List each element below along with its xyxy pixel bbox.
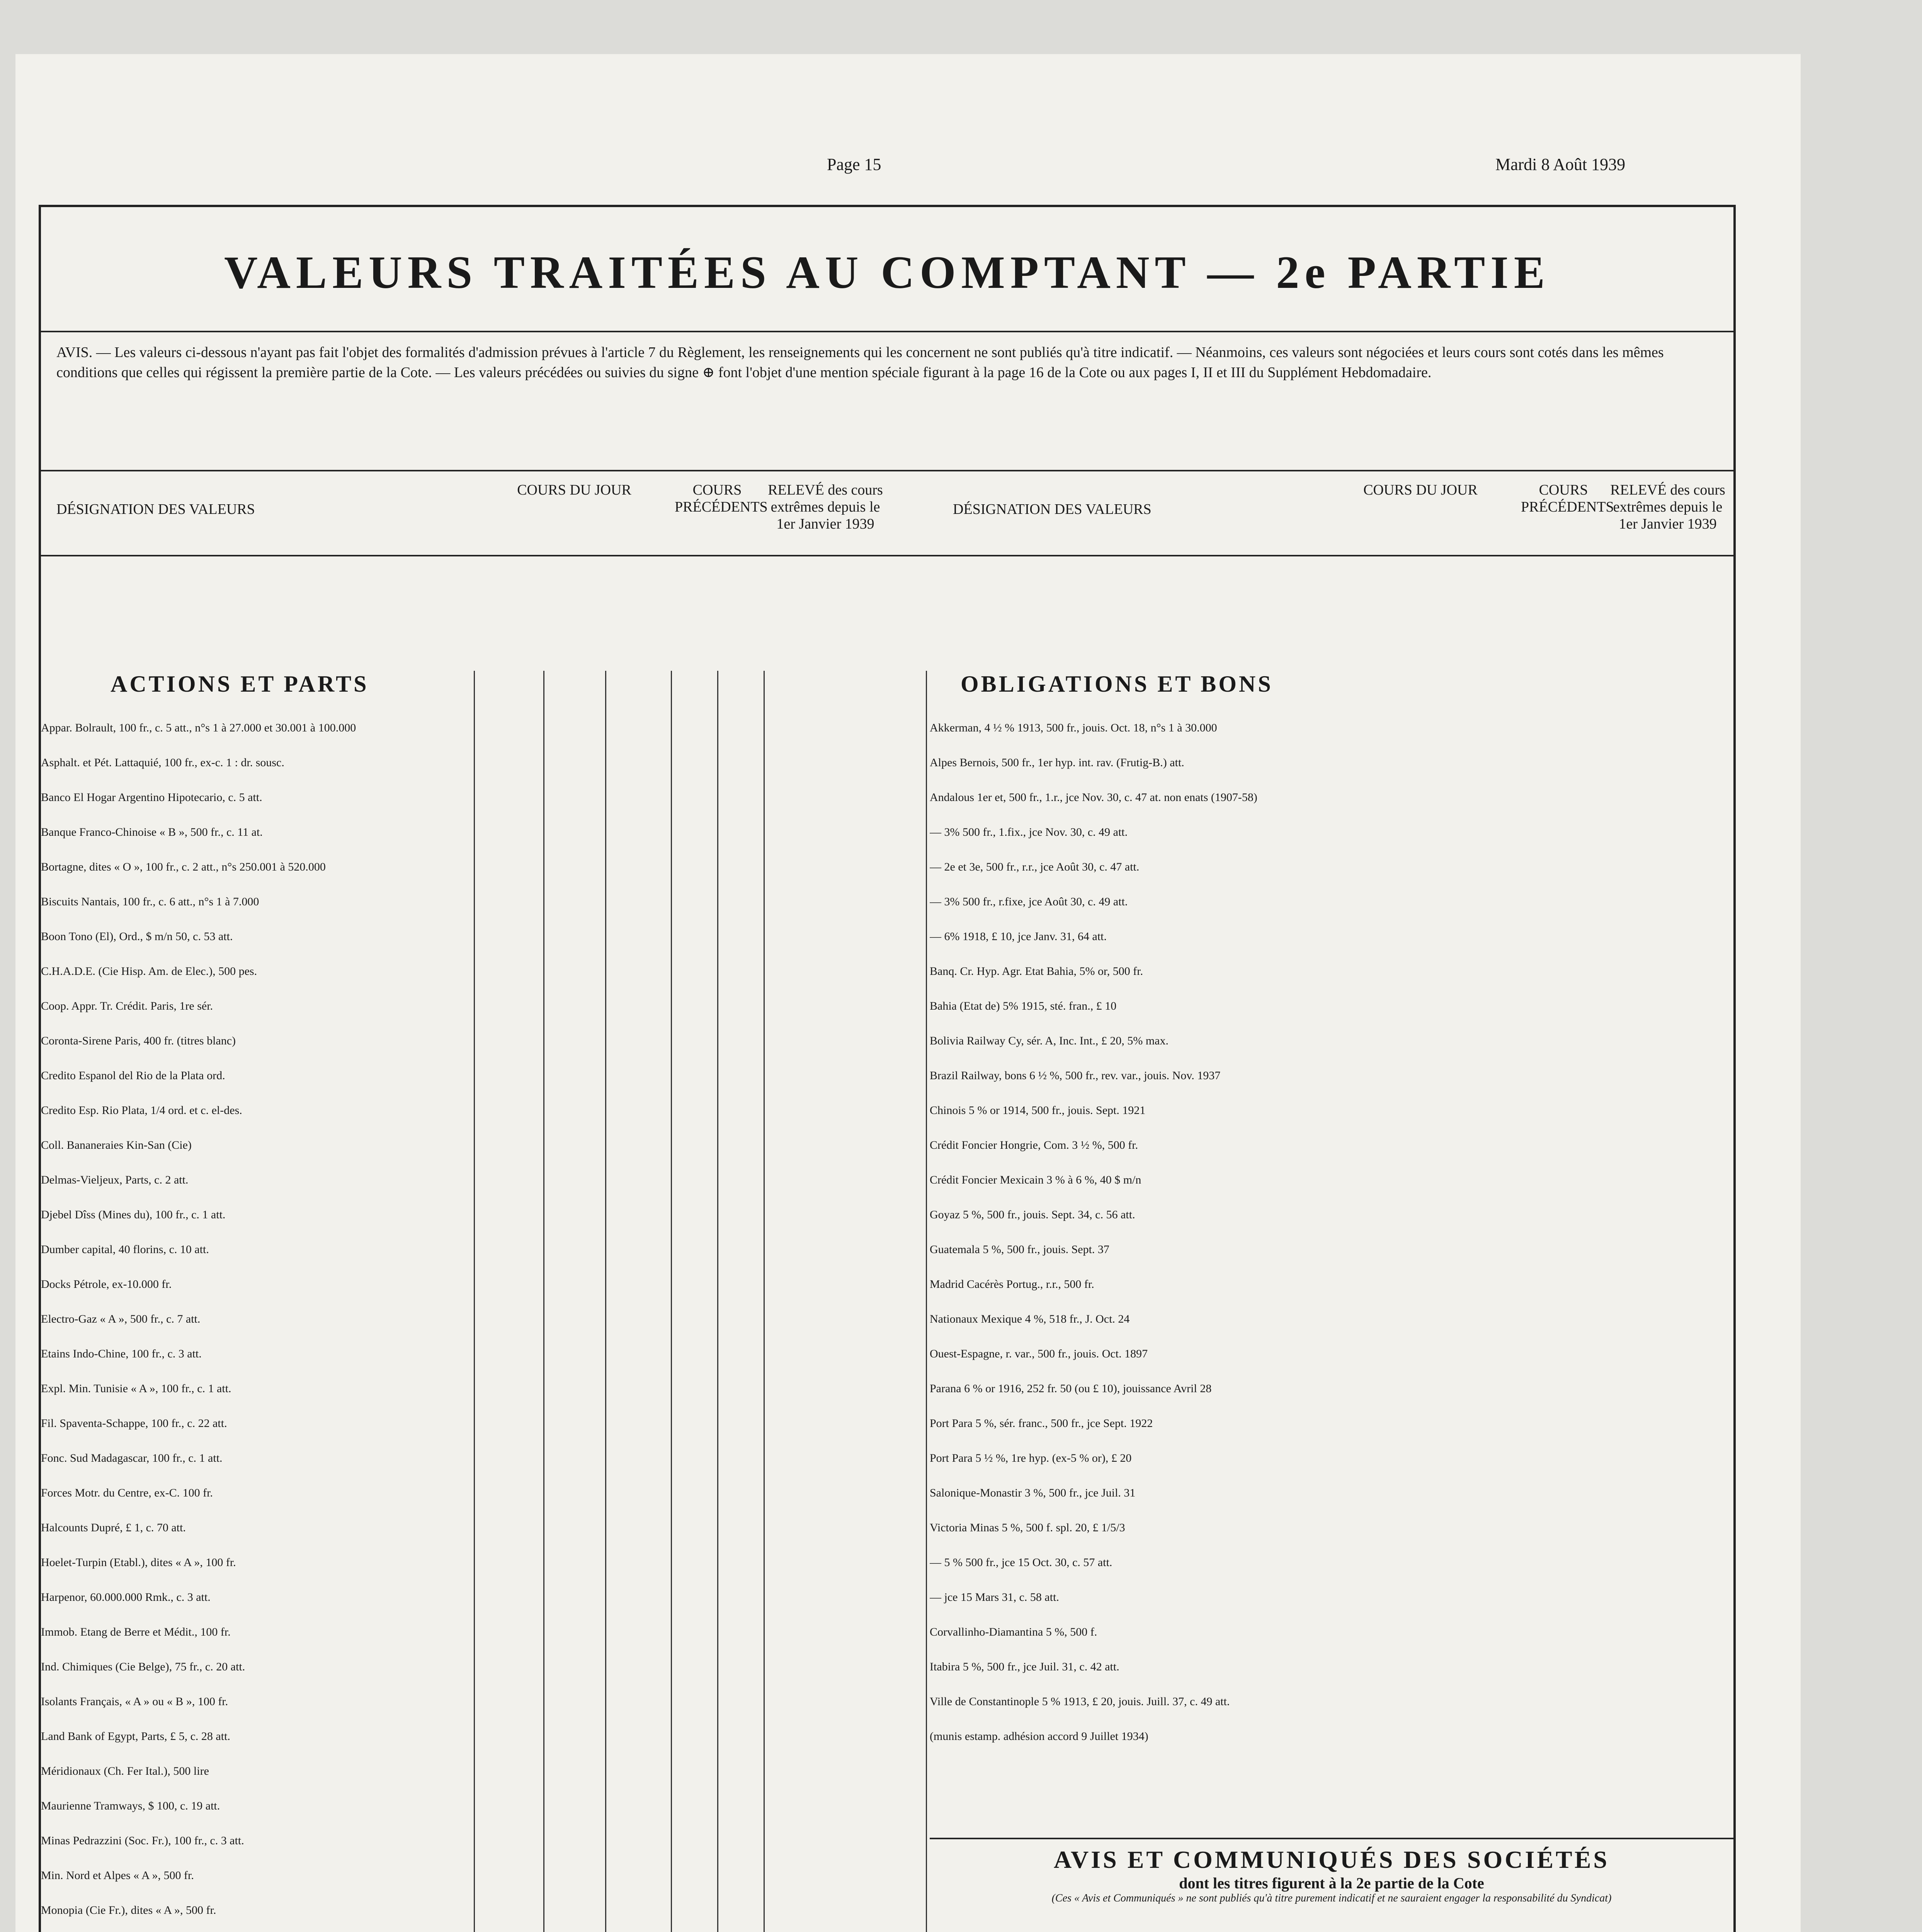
table-row: Biscuits Nantais, 100 fr., c. 6 att., n°s 1 à 7.000	[41, 895, 259, 908]
table-row: — 2e et 3e, 500 fr., r.r., jce Août 30, c. 47 att.	[930, 861, 1140, 873]
table-row: Port Para 5 %, sér. franc., 500 fr., jce Sept. 1922	[930, 1417, 1153, 1430]
table-row: Etains Indo-Chine, 100 fr., c. 3 att.	[41, 1347, 202, 1360]
col-designation-left: DÉSIGNATION DES VALEURS	[56, 501, 255, 517]
page-title: VALEURS TRAITÉES AU COMPTANT — 2e PARTIE	[224, 247, 1550, 298]
table-row: Chinois 5 % or 1914, 500 fr., jouis. Sept. 1921	[930, 1104, 1146, 1117]
avis-note: (Ces « Avis et Communiqués » ne sont publiés qu'à titre purement indicatif et ne sauraient engager la responsabilité du Syndicat)	[1051, 1892, 1612, 1904]
table-row: — 3% 500 fr., r.fixe, jce Août 30, c. 49 att.	[930, 895, 1128, 908]
table-top-rule	[41, 470, 1733, 471]
table-row: Appar. Bolrault, 100 fr., c. 5 att., n°s 1 à 27.000 et 30.001 à 100.000	[41, 721, 356, 734]
col-designation-right: DÉSIGNATION DES VALEURS	[953, 501, 1151, 517]
table-row: Fil. Spaventa-Schappe, 100 fr., c. 22 att.	[41, 1417, 227, 1430]
quotation-frame	[39, 205, 1736, 1932]
table-row: Immob. Etang de Berre et Médit., 100 fr.	[41, 1626, 231, 1638]
col-cours-jour-left: COURS DU JOUR	[517, 482, 631, 498]
table-row: Isolants Français, « A » ou « B », 100 fr.	[41, 1695, 228, 1708]
table-row: Forces Motr. du Centre, ex-C. 100 fr.	[41, 1486, 213, 1499]
col-precedents-left: COURS PRÉCÉDENTS	[675, 482, 768, 515]
table-row: Bolivia Railway Cy, sér. A, Inc. Int., £ 20, 5% max.	[930, 1034, 1169, 1047]
table-row: Credito Espanol del Rio de la Plata ord.	[41, 1069, 225, 1082]
avis-title: AVIS ET COMMUNIQUÉS DES SOCIÉTÉS	[1054, 1846, 1609, 1873]
actions-block	[41, 671, 891, 1932]
table-row: Port Para 5 ½ %, 1re hyp. (ex-5 % or), £ 20	[930, 1452, 1132, 1464]
table-row: Brazil Railway, bons 6 ½ %, 500 fr., rev. var., jouis. Nov. 1937	[930, 1069, 1221, 1082]
table-row: Coronta-Sirene Paris, 400 fr. (titres blanc)	[41, 1034, 236, 1047]
title-rule	[41, 331, 1733, 332]
obligations-block	[930, 671, 1733, 1764]
table-row: Boon Tono (El), Ord., $ m/n 50, c. 53 att.	[41, 930, 233, 943]
table-row: Akkerman, 4 ½ % 1913, 500 fr., jouis. Oct. 18, n°s 1 à 30.000	[930, 721, 1217, 734]
table-row: Salonique-Monastir 3 %, 500 fr., jce Juil. 31	[930, 1486, 1136, 1499]
section-title-obligations: OBLIGATIONS ET BONS	[961, 671, 1273, 697]
table-row: — 6% 1918, £ 10, jce Janv. 31, 64 att.	[930, 930, 1107, 943]
table-row: Min. Nord et Alpes « A », 500 fr.	[41, 1869, 194, 1882]
avis-subtitle: dont les titres figurent à la 2e partie de la Cote	[1179, 1874, 1484, 1892]
table-row: Nationaux Mexique 4 %, 518 fr., J. Oct. 24	[930, 1313, 1130, 1325]
table-row: Corvallinho-Diamantina 5 %, 500 f.	[930, 1626, 1097, 1638]
table-row: Madrid Cacérès Portug., r.r., 500 fr.	[930, 1278, 1094, 1291]
table-row: Alpes Bernois, 500 fr., 1er hyp. int. rav. (Frutig-B.) att.	[930, 756, 1184, 769]
table-row: Minas Pedrazzini (Soc. Fr.), 100 fr., c. 3 att.	[41, 1834, 244, 1847]
obligations-list	[930, 721, 1733, 1744]
table-row: Bortagne, dites « O », 100 fr., c. 2 att., n°s 250.001 à 520.000	[41, 861, 326, 873]
avis-notice: AVIS. — Les valeurs ci-dessous n'ayant pas fait l'objet des formalités d'admission prévues à l'article 7 du Règlement, les renseignements qui les concernent ne sont publiés qu'à titre indicatif. — Néanmoins, ces valeurs sont négociées et leurs cours sont cotés dans les mêmes conditions que celles qui régissent la première partie de la Cote. — Les valeurs précédées ou suivies du signe ⊕ font l'objet d'une mention spéciale figurant à la page 16 de la Cote ou aux pages I, II et III du Supplément Hebdomadaire.	[56, 344, 1664, 381]
table-row: Asphalt. et Pét. Lattaquié, 100 fr., ex-c. 1 : dr. sousc.	[41, 756, 284, 769]
table-row: — 5 % 500 fr., jce 15 Oct. 30, c. 57 att.	[930, 1556, 1112, 1569]
table-row: Expl. Min. Tunisie « A », 100 fr., c. 1 att.	[41, 1382, 231, 1395]
center-divider	[926, 671, 927, 1932]
table-row: Bahia (Etat de) 5% 1915, sté. fran., £ 10	[930, 1000, 1117, 1012]
actions-list	[41, 721, 891, 1932]
table-row: Goyaz 5 %, 500 fr., jouis. Sept. 34, c. 56 att.	[930, 1208, 1135, 1221]
table-row: C.H.A.D.E. (Cie Hisp. Am. de Elec.), 500 pes.	[41, 965, 257, 978]
table-row: Electro-Gaz « A », 500 fr., c. 7 att.	[41, 1313, 201, 1325]
table-row: Parana 6 % or 1916, 252 fr. 50 (ou £ 10), jouissance Avril 28	[930, 1382, 1212, 1395]
table-row: Land Bank of Egypt, Parts, £ 5, c. 28 att.	[41, 1730, 230, 1743]
table-row: Coop. Appr. Tr. Crédit. Paris, 1re sér.	[41, 1000, 213, 1012]
table-row: Djebel Dîss (Mines du), 100 fr., c. 1 att.	[41, 1208, 226, 1221]
table-row: — jce 15 Mars 31, c. 58 att.	[930, 1591, 1059, 1604]
table-row: Crédit Foncier Hongrie, Com. 3 ½ %, 500 fr.	[930, 1139, 1138, 1151]
table-row: Credito Esp. Rio Plata, 1/4 ord. et c. el-des.	[41, 1104, 242, 1117]
table-row: Crédit Foncier Mexicain 3 % à 6 %, 40 $ m/n	[930, 1173, 1141, 1186]
table-row: Victoria Minas 5 %, 500 f. spl. 20, £ 1/5/3	[930, 1521, 1125, 1534]
table-row: Coll. Bananeraies Kin-San (Cie)	[41, 1139, 192, 1151]
issue-date: Mardi 8 Août 1939	[1495, 155, 1626, 174]
page-number: Page 15	[827, 155, 881, 174]
avis-societes-box	[930, 1845, 1733, 1932]
table-row: — 3% 500 fr., 1.fix., jce Nov. 30, c. 49 att.	[930, 826, 1128, 838]
table-row: Ouest-Espagne, r. var., 500 fr., jouis. Oct. 1897	[930, 1347, 1148, 1360]
table-row: Banq. Cr. Hyp. Agr. Etat Bahia, 5% or, 500 fr.	[930, 965, 1143, 978]
table-row: Méridionaux (Ch. Fer Ital.), 500 lire	[41, 1765, 209, 1777]
col-cours-jour-right: COURS DU JOUR	[1363, 482, 1478, 498]
table-row: Banque Franco-Chinoise « B », 500 fr., c. 11 at.	[41, 826, 263, 838]
table-row: Monopia (Cie Fr.), dites « A », 500 fr.	[41, 1904, 216, 1917]
table-row: Maurienne Tramways, $ 100, c. 19 att.	[41, 1799, 220, 1812]
table-row: Banco El Hogar Argentino Hipotecario, c. 5 att.	[41, 791, 262, 804]
table-row: Guatemala 5 %, 500 fr., jouis. Sept. 37	[930, 1243, 1109, 1256]
section-title-actions: ACTIONS ET PARTS	[111, 671, 369, 697]
table-row: Delmas-Vieljeux, Parts, c. 2 att.	[41, 1173, 189, 1186]
table-row: Halcounts Dupré, £ 1, c. 70 att.	[41, 1521, 186, 1534]
table-row: Ville de Constantinople 5 % 1913, £ 20, jouis. Juill. 37, c. 49 att.	[930, 1695, 1230, 1708]
table-row: Andalous 1er et, 500 fr., 1.r., jce Nov. 30, c. 47 at. non enats (1907-58)	[930, 791, 1257, 804]
table-row: Fonc. Sud Madagascar, 100 fr., c. 1 att.	[41, 1452, 223, 1464]
table-row: Itabira 5 %, 500 fr., jce Juil. 31, c. 42 att.	[930, 1660, 1119, 1673]
table-row: Hoelet-Turpin (Etabl.), dites « A », 100 fr.	[41, 1556, 236, 1569]
table-row: Docks Pétrole, ex-10.000 fr.	[41, 1278, 172, 1291]
col-precedents-right: COURS PRÉCÉDENTS	[1521, 482, 1614, 515]
col-releve-right: RELEVÉ des cours extrêmes depuis le 1er Janvier 1939	[1610, 482, 1725, 532]
header-bottom-rule	[41, 555, 1733, 556]
col-releve-left: RELEVÉ des cours extrêmes depuis le 1er Janvier 1939	[768, 482, 883, 532]
avis-top-rule	[930, 1838, 1733, 1839]
table-row: Ind. Chimiques (Cie Belge), 75 fr., c. 20 att.	[41, 1660, 245, 1673]
table-row: Dumber capital, 40 florins, c. 10 att.	[41, 1243, 209, 1256]
table-row: (munis estamp. adhésion accord 9 Juillet 1934)	[930, 1730, 1148, 1743]
page-header	[0, 155, 1922, 178]
table-row: Harpenor, 60.000.000 Rmk., c. 3 att.	[41, 1591, 211, 1604]
